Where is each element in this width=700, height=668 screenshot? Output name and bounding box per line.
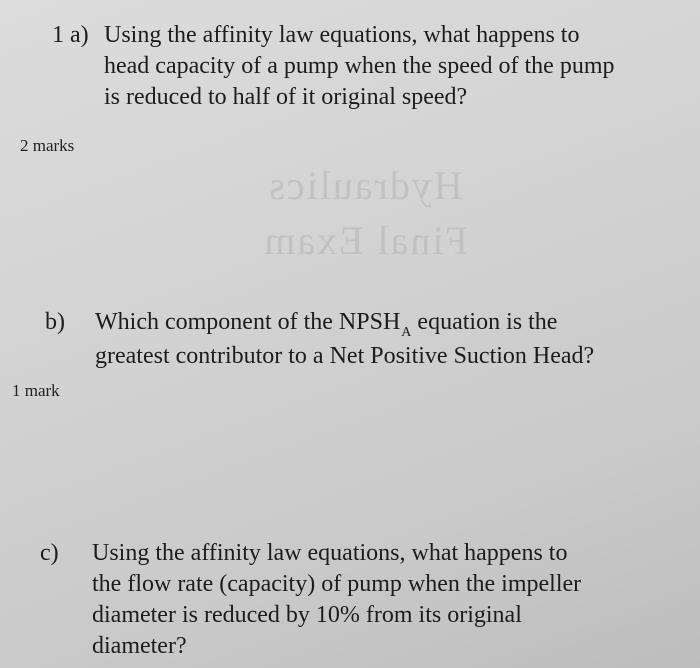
question-text <box>95 307 594 372</box>
question-1c <box>40 538 581 662</box>
question-number: c) <box>40 540 59 566</box>
question-line: the flow rate (capacity) of pump when the impeller <box>92 571 582 597</box>
question-1b <box>45 307 594 372</box>
question-line: Using the affinity law equations, what happens to <box>104 22 580 48</box>
question-line: Using the affinity law equations, what happens to <box>92 540 568 566</box>
question-text <box>92 538 581 662</box>
question-line: diameter? <box>92 633 187 659</box>
question-1a <box>52 20 615 113</box>
question-text <box>104 20 615 113</box>
question-number: 1 a) <box>52 22 89 48</box>
npsh-subscript: A <box>401 325 412 340</box>
question-line: is reduced to half of it original speed? <box>104 84 468 110</box>
marks-label: 2 marks <box>20 136 75 155</box>
npsh-text: Which component of the NPSH <box>95 309 401 335</box>
question-line-rest: equation is the <box>411 309 558 335</box>
marks-label: 1 mark <box>12 381 60 400</box>
question-line <box>95 307 594 341</box>
question-line: head capacity of a pump when the speed of the pump <box>104 53 615 79</box>
question-number: b) <box>45 309 65 335</box>
question-line: diameter is reduced by 10% from its original <box>92 602 522 628</box>
bleed-line: Hydraulics <box>267 163 463 208</box>
question-line: greatest contributor to a Net Positive Suction Head? <box>95 343 595 369</box>
bleed-line: Final Exam <box>262 218 468 263</box>
bleed-through-text <box>205 158 525 278</box>
